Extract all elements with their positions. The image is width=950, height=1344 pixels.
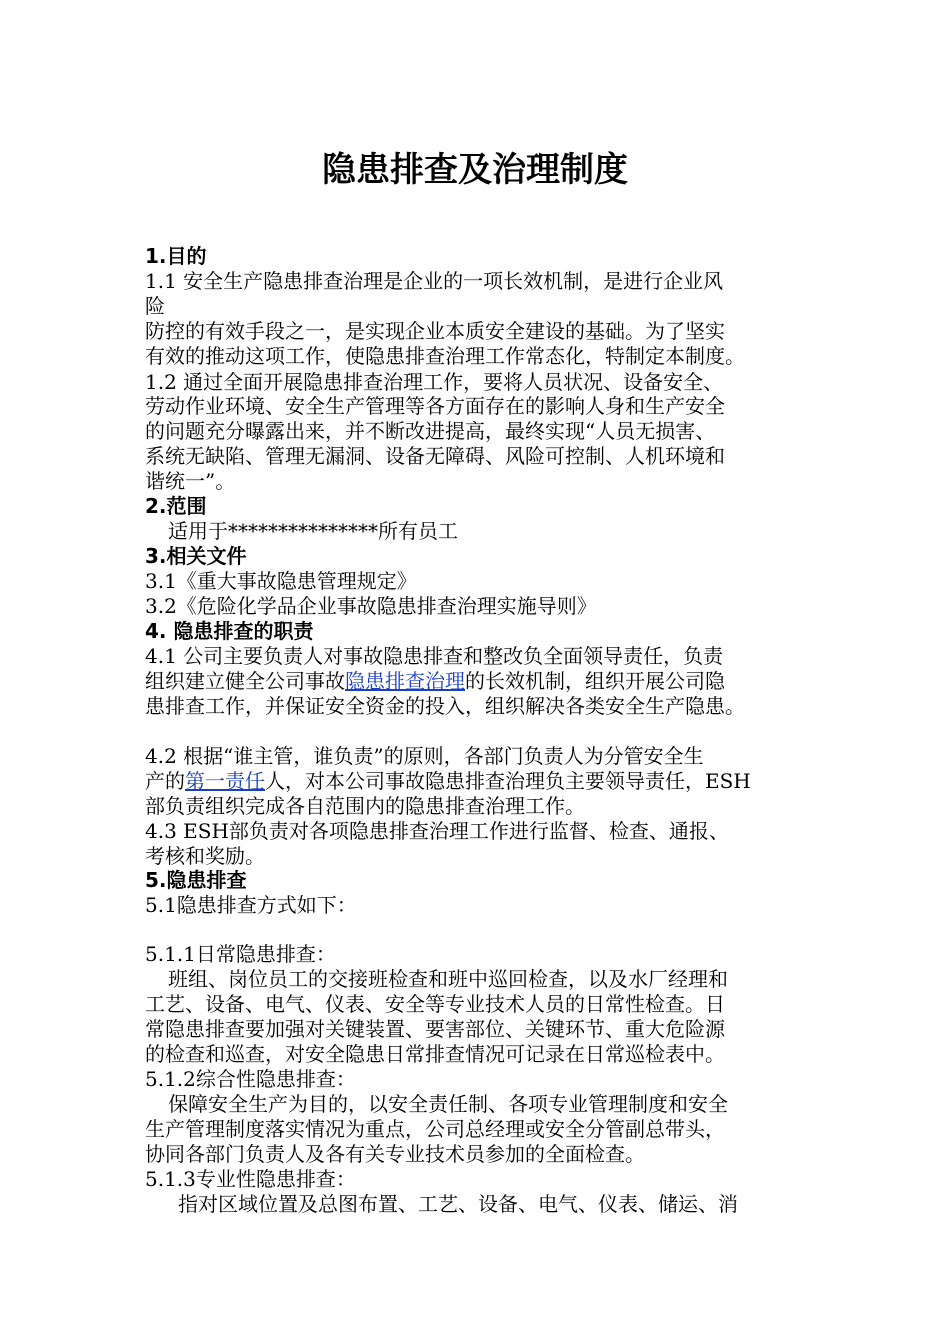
paragraph-line: 工艺、设备、电气、仪表、安全等专业技术人员的日常性检查。日 xyxy=(145,992,725,1016)
paragraph-line: 班组、岗位员工的交接班检查和班中巡回检查，以及水厂经理和 xyxy=(168,967,728,991)
paragraph-line: 常隐患排查要加强对关键装置、要害部位、关键环节、重大危险源 xyxy=(145,1017,725,1041)
paragraph-line: 1.1 安全生产隐患排查治理是企业的一项长效机制，是进行企业风 xyxy=(145,269,724,293)
paragraph-line xyxy=(145,769,751,794)
paragraph-line: 5.1.1日常隐患排查： xyxy=(145,942,336,966)
line-text: 人，对本公司事故隐患排查治理负主要领导责任，ESH xyxy=(265,769,751,793)
section-heading-responsibilities: 4. 隐患排查的职责 xyxy=(145,619,314,643)
section-heading-scope: 2.范围 xyxy=(145,494,207,518)
paragraph-line: 适用于***************所有员工 xyxy=(168,519,458,543)
paragraph-line: 3.1《重大事故隐患管理规定》 xyxy=(145,569,417,593)
paragraph-line: 4.2 根据“谁主管，谁负责”的原则，各部门负责人为分管安全生 xyxy=(145,744,704,768)
paragraph-line: 的问题充分曝露出来，并不断改进提高，最终实现“人员无损害、 xyxy=(145,419,716,443)
section-heading-inspection: 5.隐患排查 xyxy=(145,868,247,892)
paragraph-line: 5.1.3专业性隐患排查： xyxy=(145,1167,356,1191)
paragraph-line: 生产管理制度落实情况为重点，公司总经理或安全分管副总带头， xyxy=(145,1117,725,1141)
paragraph-line: 系统无缺陷、管理无漏洞、设备无障碍、风险可控制、人机环境和 xyxy=(145,444,725,468)
paragraph-line: 5.1隐患排查方式如下： xyxy=(145,893,357,917)
paragraph-line: 部负责组织完成各自范围内的隐患排查治理工作。 xyxy=(145,794,585,818)
line-text: 产的 xyxy=(145,769,185,793)
section-heading-purpose: 1.目的 xyxy=(145,244,207,268)
paragraph-line: 保障安全生产为目的，以安全责任制、各项专业管理制度和安全 xyxy=(168,1092,728,1116)
paragraph-line: 1.2 通过全面开展隐患排查治理工作，要将人员状况、设备安全、 xyxy=(145,370,724,394)
paragraph-line: 5.1.2综合性隐患排查： xyxy=(145,1067,356,1091)
paragraph-line: 险 xyxy=(145,294,165,318)
paragraph-line: 的检查和巡查，对安全隐患日常排查情况可记录在日常巡检表中。 xyxy=(145,1042,725,1066)
line-text: 的长效机制，组织开展公司隐 xyxy=(465,669,725,693)
paragraph-line: 考核和奖励。 xyxy=(145,844,265,868)
hazard-governance-link[interactable]: 隐患排查治理 xyxy=(345,669,465,693)
paragraph-line: 劳动作业环境、安全生产管理等各方面存在的影响人身和生产安全 xyxy=(145,394,725,418)
paragraph-line: 患排查工作，并保证安全资金的投入，组织解决各类安全生产隐患。 xyxy=(145,694,745,718)
section-heading-related-docs: 3.相关文件 xyxy=(145,544,247,568)
first-responsibility-link[interactable]: 第一责任 xyxy=(185,769,265,793)
paragraph-line: 指对区域位置及总图布置、工艺、设备、电气、仪表、储运、消 xyxy=(178,1192,738,1216)
paragraph-line: 3.2《危险化学品企业事故隐患排查治理实施导则》 xyxy=(145,594,597,618)
paragraph-line: 谐统一”。 xyxy=(145,469,236,493)
paragraph-line xyxy=(145,669,725,694)
paragraph-line: 有效的推动这项工作，使隐患排查治理工作常态化，特制定本制度。 xyxy=(145,344,745,368)
paragraph-line: 防控的有效手段之一，是实现企业本质安全建设的基础。为了坚实 xyxy=(145,319,725,343)
paragraph-line: 协同各部门负责人及各有关专业技术员参加的全面检查。 xyxy=(145,1142,645,1166)
paragraph-line: 4.3 ESH部负责对各项隐患排查治理工作进行监督、检查、通报、 xyxy=(145,819,729,843)
paragraph-line: 4.1 公司主要负责人对事故隐患排查和整改负全面领导责任，负责 xyxy=(145,644,724,668)
line-text: 组织建立健全公司事故 xyxy=(145,669,345,693)
document-title: 隐患排查及治理制度 xyxy=(322,150,628,190)
